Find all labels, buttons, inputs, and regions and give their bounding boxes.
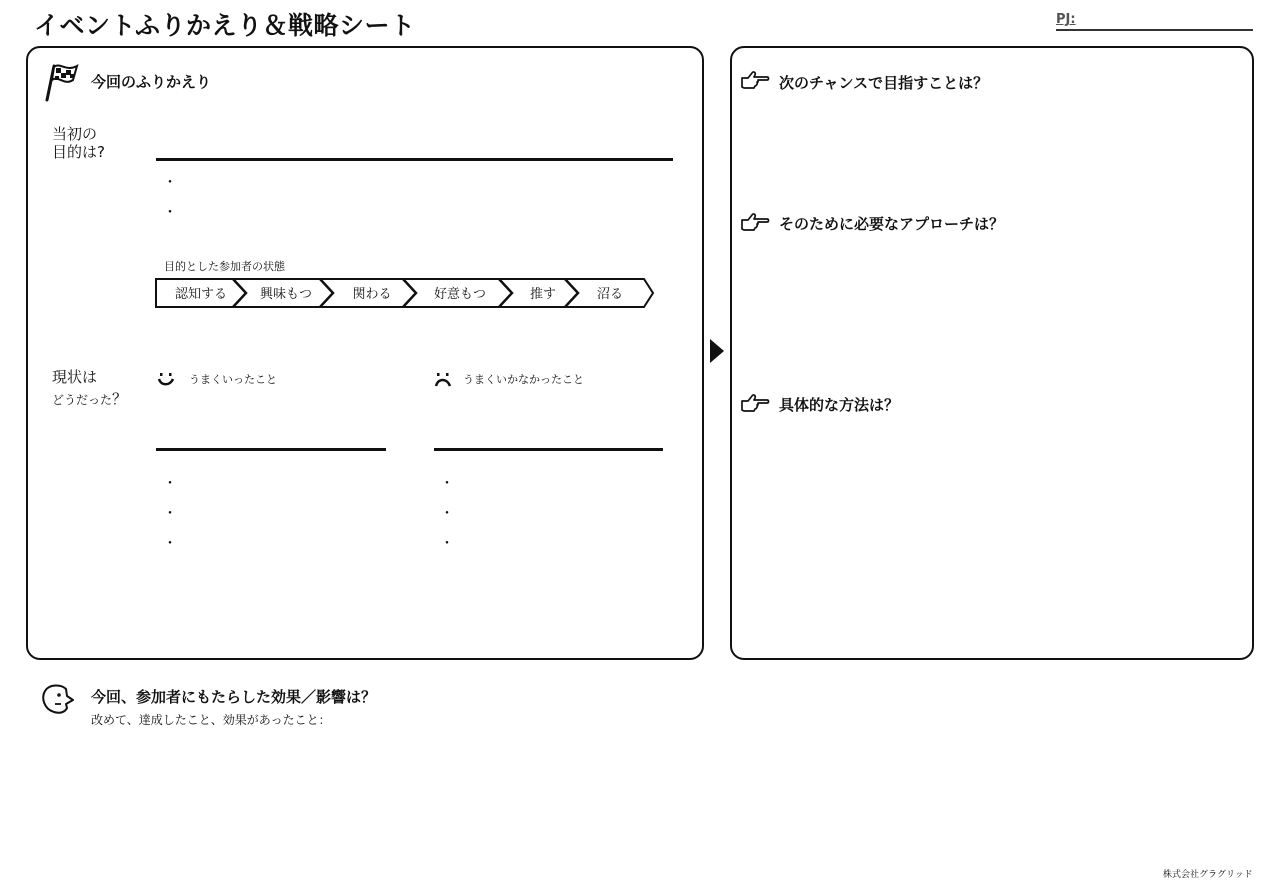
stage-label: 関わる [352,287,392,302]
went-badly-input-line[interactable] [434,448,663,451]
checkered-flag-icon [42,62,82,102]
approach-heading: そのために必要なアプローチは？ [779,215,1005,233]
goal-label-line2: 目的は? [52,143,105,161]
goal-label-line1: 当初の [52,125,98,143]
went-well-bullet[interactable]: ・ [163,506,177,522]
pj-label: PJ: [1056,12,1076,27]
smile-face-icon [157,371,175,387]
triangle-right-icon [709,338,725,364]
pointing-hand-icon [740,70,770,90]
pointing-hand-icon [740,212,770,232]
status-label-text: どうだった [52,393,113,407]
went-well-bullet[interactable]: ・ [163,476,177,492]
stage-label: 認知する [174,287,227,302]
stage-label: 沼る [596,287,623,302]
next-goal-heading: 次のチャンスで目指すことは？ [779,74,989,92]
went-badly-label: うまくいかなかったこと [463,373,584,386]
went-badly-bullet[interactable]: ・ [440,506,454,522]
page-title: イベントふりかえり＆戦略シート [34,11,416,40]
effect-subtext: 改めて、達成したこと、効果があったこと： [91,713,331,727]
went-well-input-line[interactable] [156,448,386,451]
went-badly-bullet[interactable]: ・ [440,536,454,552]
stage-label: 好意もつ [433,287,486,302]
effect-heading: 今回、参加者にもたらした効果／影響は？ [91,688,377,706]
face-profile-icon [41,684,75,714]
goal-input-line[interactable] [156,158,673,161]
status-label-line2 [52,388,127,409]
frown-face-icon [434,371,452,387]
stage-label: 興味もつ [259,287,312,302]
company-footer: 株式会社グラグリッド [1163,870,1253,880]
review-panel [26,46,704,660]
went-badly-bullet[interactable]: ・ [440,476,454,492]
went-well-bullet[interactable]: ・ [163,536,177,552]
method-heading: 具体的な方法は？ [779,396,900,414]
goal-bullet[interactable]: ・ [163,175,177,191]
strategy-panel [730,46,1254,660]
status-label-mark: ？ [112,390,128,408]
stage-label: 推す [529,287,556,302]
went-well-label: うまくいったこと [189,373,277,386]
pj-input-line[interactable] [1056,29,1253,31]
goal-bullet[interactable]: ・ [163,205,177,221]
state-caption: 目的とした参加者の状態 [164,260,285,273]
pointing-hand-icon [740,393,770,413]
review-heading: 今回のふりかえり [91,73,212,91]
status-label-line1: 現状は [52,368,98,386]
